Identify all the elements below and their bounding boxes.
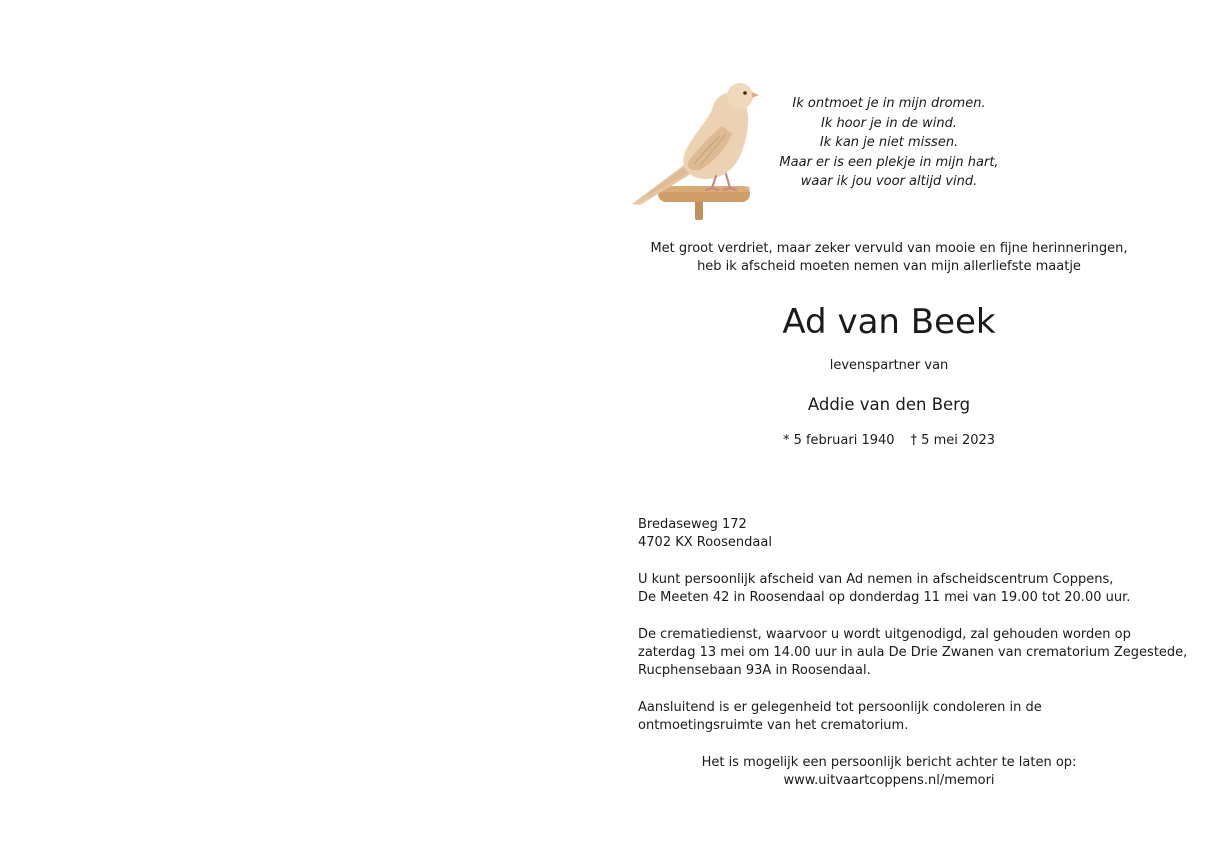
poem-line: waar ik jou voor altijd vind. <box>800 174 978 189</box>
memorial-website-link[interactable]: www.uitvaartcoppens.nl/memori <box>783 773 995 789</box>
visitation-line: De Meeten 42 in Roosendaal op donderdag 11 mei van 19.00 tot 20.00 uur. <box>638 590 1131 606</box>
deceased-name: Ad van Beek <box>782 302 996 342</box>
intro-line: Met groot verdriet, maar zeker vervuld van mooie en fijne herinneringen, <box>650 241 1128 256</box>
memorial-poem <box>770 94 1008 192</box>
condolence-line: Aansluitend is er gelegenheid tot persoonlijk condoleren in de <box>638 700 1042 715</box>
birth-date: * 5 februari 1940 <box>782 433 895 448</box>
poem-line: Ik ontmoet je in mijn dromen. <box>792 96 986 111</box>
poem-line: Ik hoor je in de wind. <box>820 115 958 131</box>
intro-text <box>638 240 1140 276</box>
address-street: Bredaseweg 172 <box>638 517 747 532</box>
relation-label: levenspartner van <box>829 358 949 373</box>
service-line: De crematiedienst, waarvoor u wordt uitgenodigd, zal gehouden worden op <box>638 627 1131 642</box>
life-dates <box>638 431 1140 450</box>
message-line: Het is mogelijk een persoonlijk bericht achter te laten op: <box>701 755 1077 770</box>
visitation-info <box>638 571 1158 607</box>
condolence-info <box>638 699 1158 735</box>
death-date: † 5 mei 2023 <box>910 433 996 448</box>
condolence-line: ontmoetingsruimte van het crematorium. <box>638 718 909 734</box>
canary-bird-image <box>628 76 764 222</box>
poem-line: Maar er is een plekje in mijn hart, <box>779 154 999 170</box>
home-address <box>638 516 1158 552</box>
service-line: Rucphensebaan 93A in Roosendaal. <box>638 663 871 679</box>
visitation-line: U kunt persoonlijk afscheid van Ad nemen in afscheidscentrum Coppens, <box>638 572 1114 587</box>
poem-line: Ik kan je niet missen. <box>819 135 959 150</box>
service-line: zaterdag 13 mei om 14.00 uur in aula De Drie Zwanen van crematorium Zegestede, <box>638 645 1188 661</box>
address-city: 4702 KX Roosendaal <box>638 535 772 551</box>
intro-line: heb ik afscheid moeten nemen van mijn allerliefste maatje <box>697 259 1081 274</box>
cremation-service-info <box>638 626 1188 681</box>
memorial-message-info <box>638 754 1140 790</box>
partner-name: Addie van den Berg <box>807 395 971 414</box>
